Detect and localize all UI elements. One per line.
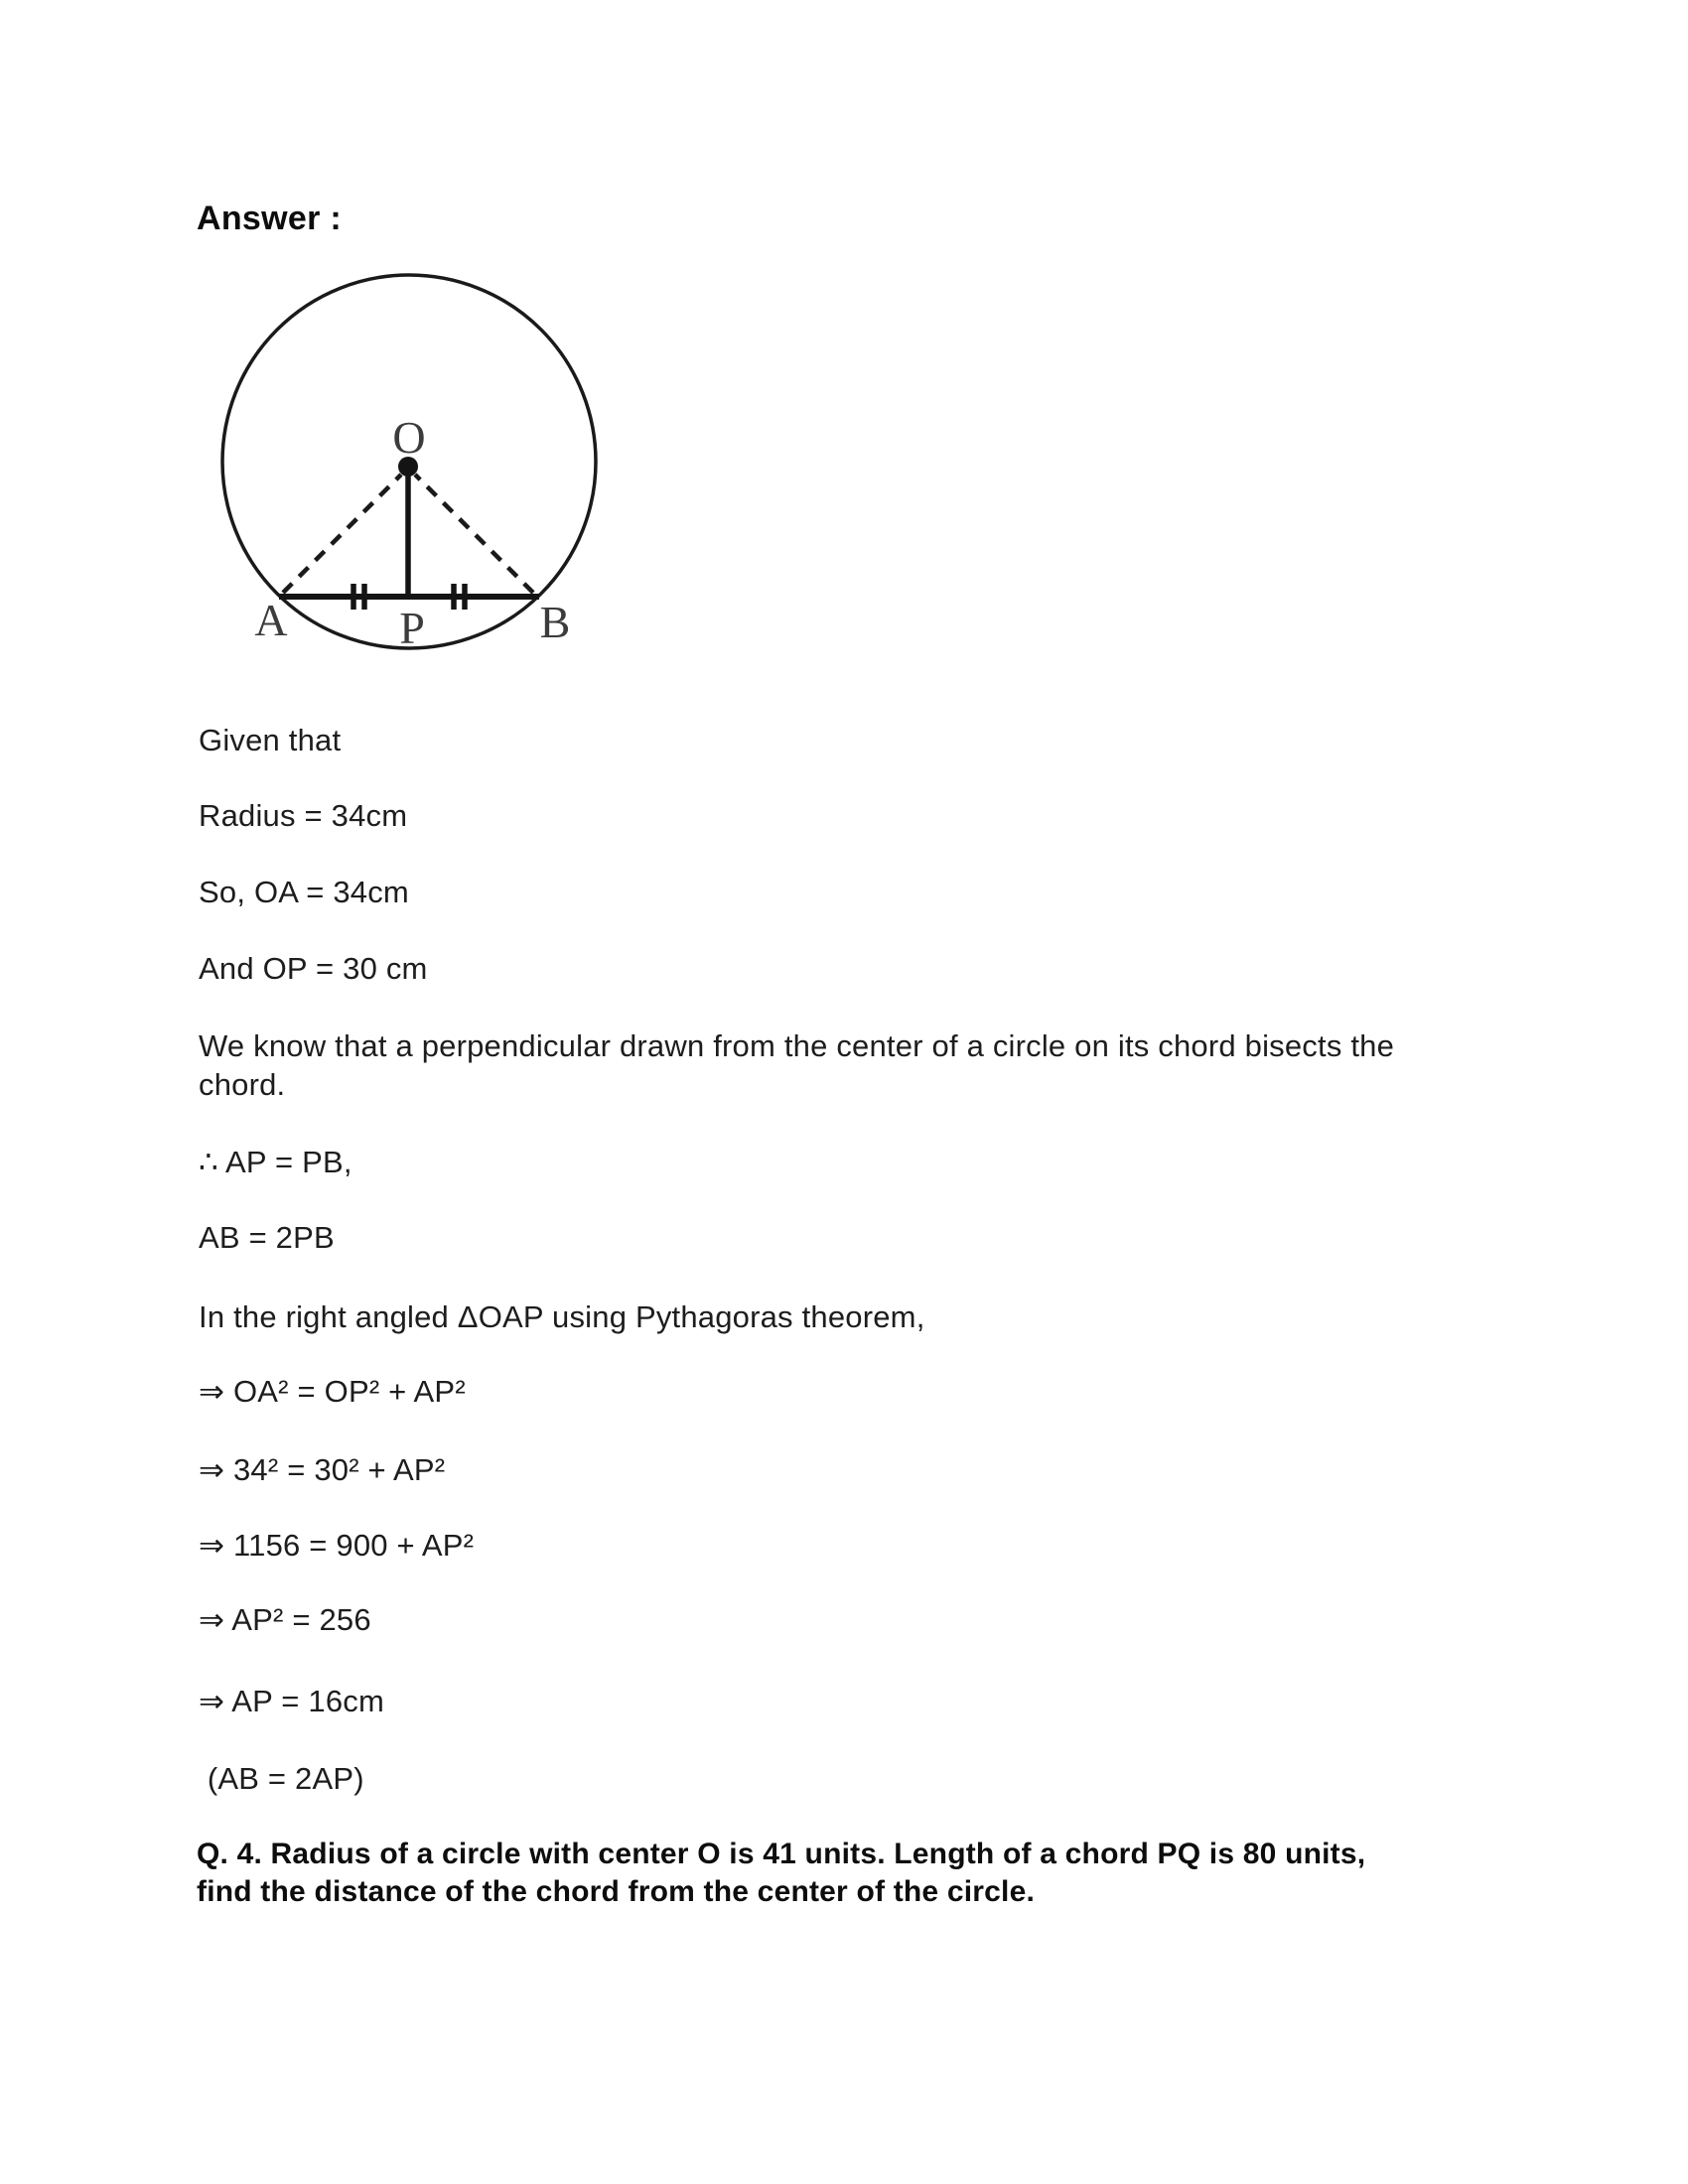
text-line: find the distance of the chord from the center of the circle. bbox=[197, 1875, 1035, 1908]
text-line: AB = 2PB bbox=[199, 1220, 335, 1255]
text-line: ⇒ AP² = 256 bbox=[199, 1602, 371, 1637]
text-line: We know that a perpendicular drawn from the center of a circle on its chord bisects the bbox=[199, 1028, 1395, 1063]
question-4 bbox=[197, 1836, 1365, 1911]
paragraph-radius bbox=[199, 796, 407, 835]
paragraph-pythagoras-intro bbox=[199, 1297, 925, 1336]
dashed-radius-OA bbox=[283, 475, 401, 593]
text-line: Q. 4. Radius of a circle with center O is 41 units. Length of a chord PQ is 80 units, bbox=[197, 1838, 1366, 1870]
text-line: Given that bbox=[199, 723, 342, 757]
text-line: So, OA = 34cm bbox=[199, 875, 409, 909]
equation-1156-900-ap bbox=[199, 1526, 474, 1565]
text-line: And OP = 30 cm bbox=[199, 951, 428, 986]
text-line: ⇒ 34² = 30² + AP² bbox=[199, 1452, 446, 1487]
answer-heading: Answer : bbox=[197, 200, 342, 237]
paragraph-ab-2pb bbox=[199, 1218, 335, 1257]
text-line: Radius = 34cm bbox=[199, 798, 408, 833]
paragraph-oa bbox=[199, 873, 409, 911]
label-O: O bbox=[392, 412, 426, 463]
equation-ab-2ap bbox=[199, 1759, 364, 1798]
paragraph-given bbox=[199, 721, 341, 759]
text-line: ∴ AP = PB, bbox=[199, 1145, 352, 1179]
text-line: ⇒ 1156 = 900 + AP² bbox=[199, 1528, 475, 1563]
label-B: B bbox=[539, 597, 571, 647]
text-line: In the right angled ΔOAP using Pythagoras theorem, bbox=[199, 1299, 925, 1334]
paragraph-op bbox=[199, 949, 428, 988]
equation-ap-squared-256 bbox=[199, 1600, 371, 1639]
text-line: ⇒ AP = 16cm bbox=[199, 1684, 385, 1718]
equation-ap-16cm bbox=[199, 1682, 384, 1720]
text-line: chord. bbox=[199, 1067, 286, 1102]
equation-oa-op-ap bbox=[199, 1372, 466, 1411]
text-line: (AB = 2AP) bbox=[199, 1761, 364, 1796]
label-P: P bbox=[399, 603, 425, 653]
dashed-radius-OB bbox=[415, 475, 533, 593]
label-A: A bbox=[254, 595, 288, 645]
paragraph-theorem-statement bbox=[199, 1026, 1394, 1104]
equation-34-30-ap bbox=[199, 1450, 445, 1489]
text-line: ⇒ OA² = OP² + AP² bbox=[199, 1374, 466, 1409]
paragraph-therefore bbox=[199, 1143, 352, 1181]
circle-chord-diagram bbox=[139, 253, 616, 675]
